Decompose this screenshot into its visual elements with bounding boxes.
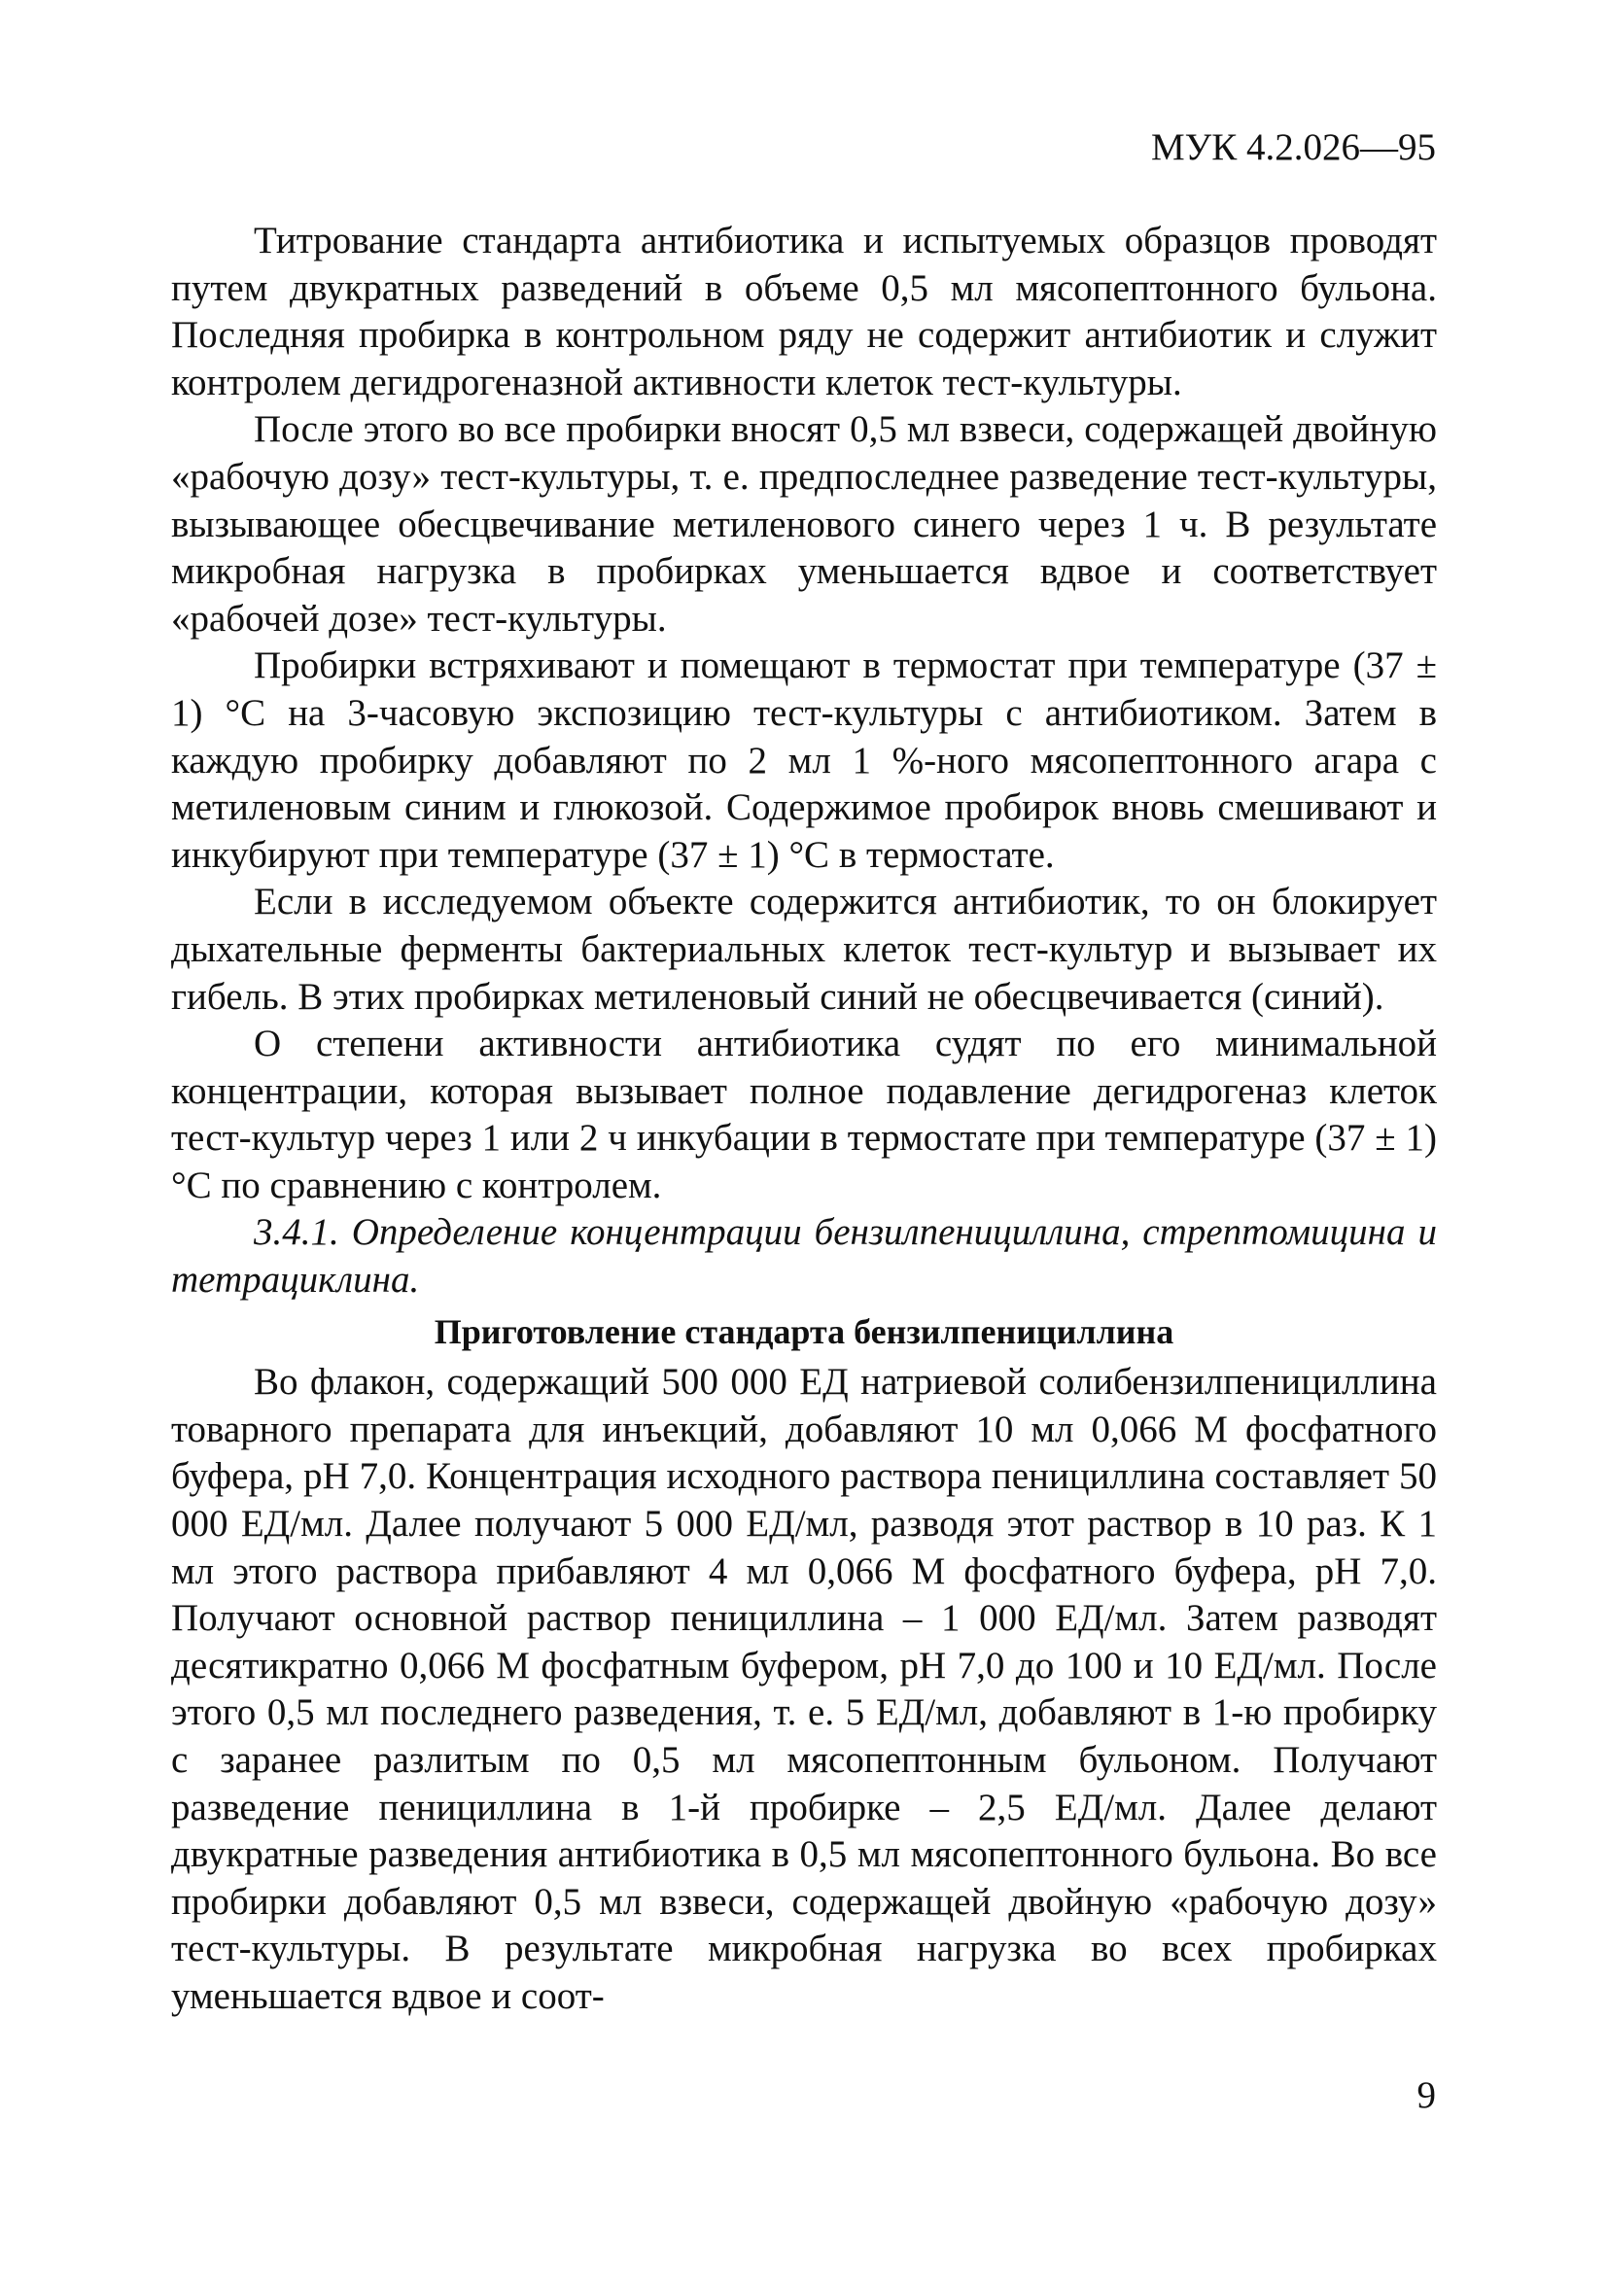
section-title: 3.4.1. Определение концентрации бензилпенициллина, стрептомицина и тетрациклина. [171,1211,1437,1302]
paragraph-antibiotic-effect: Если в исследуемом объекте содержится антибиотик, то он блокирует дыхательные ферменты бактериальных клеток тест-культур и вызывает их гибель. В этих пробирках метиленовый синий не обесцвечивается (синий). [171,881,1437,1018]
document-body [171,218,1437,2021]
document-code-header: МУК 4.2.026—95 [1150,126,1436,168]
paragraph-suspension: После этого во все пробирки вносят 0,5 мл взвеси, содержащей двойную «рабочую дозу» тест-культуры, т. е. предпоследнее разведение тест-культуры, вызывающее обесцвечивание метиленового синего через 1 ч. В результате микробная нагрузка в пробирках уменьшается вдвое и соответствует «рабочей дозе» тест-культуры. [171,408,1437,640]
paragraph-incubation: Пробирки встряхивают и помещают в термостат при температуре (37 ± 1) °С на 3-часовую экспозицию тест-культуры с антибиотиком. Затем в каждую пробирку добавляют по 2 мл 1 %-ного мясопептонного агара с метиленовым синим и глюкозой. Содержимое пробирок вновь смешивают и инкубируют при температуре (37 ± 1) °С в термостате. [171,644,1437,876]
paragraph-standard-preparation: Во флакон, содержащий 500 000 ЕД натриевой солибензилпенициллина товарного препарата для инъекций, добавляют 10 мл 0,066 М фосфатного буфера, рН 7,0. Концентрация исходного раствора пенициллина составляет 50 000 ЕД/мл. Далее получают 5 000 ЕД/мл, разводя этот раствор в 10 раз. К 1 мл этого раствора прибавляют 4 мл 0,066 М фосфатного буфера, рН 7,0. Получают основной раствор пенициллина – 1 000 ЕД/мл. Затем разводят десятикратно 0,066 М фосфатным буфером, рН 7,0 до 100 и 10 ЕД/мл. После этого 0,5 мл последнего разведения, т. е. 5 ЕД/мл, добавляют в 1-ю пробирку с заранее разлитым по 0,5 мл мясопептонным бульоном. Получают разведение пенициллина в 1-й пробирке – 2,5 ЕД/мл. Далее делают двукратные разведения антибиотика в 0,5 мл мясопептонного бульона. Во все пробирки добавляют 0,5 мл взвеси, содержащей двойную «рабочую дозу» тест-культуры. В результате микробная нагрузка во всех пробирках уменьшается вдвое и соот- [171,1361,1437,2017]
paragraph-activity-assessment: О степени активности антибиотика судят по его минимальной концентрации, которая вызывает полное подавление дегидрогеназ клеток тест-культур через 1 или 2 ч инкубации в термостате при температуре (37 ± 1) °С по сравнению с контролем. [171,1023,1437,1206]
page-number: 9 [1416,2074,1436,2116]
paragraph-titration: Титрование стандарта антибиотика и испытуемых образцов проводят путем двукратных разведений в объеме 0,5 мл мясопептонного бульона. Последняя пробирка в контрольном ряду не содержит антибиотик и служит контролем дегидрогеназной активности клеток тест-культуры. [171,220,1437,403]
subheading: Приготовление стандарта бензилпенициллина [434,1311,1174,1351]
